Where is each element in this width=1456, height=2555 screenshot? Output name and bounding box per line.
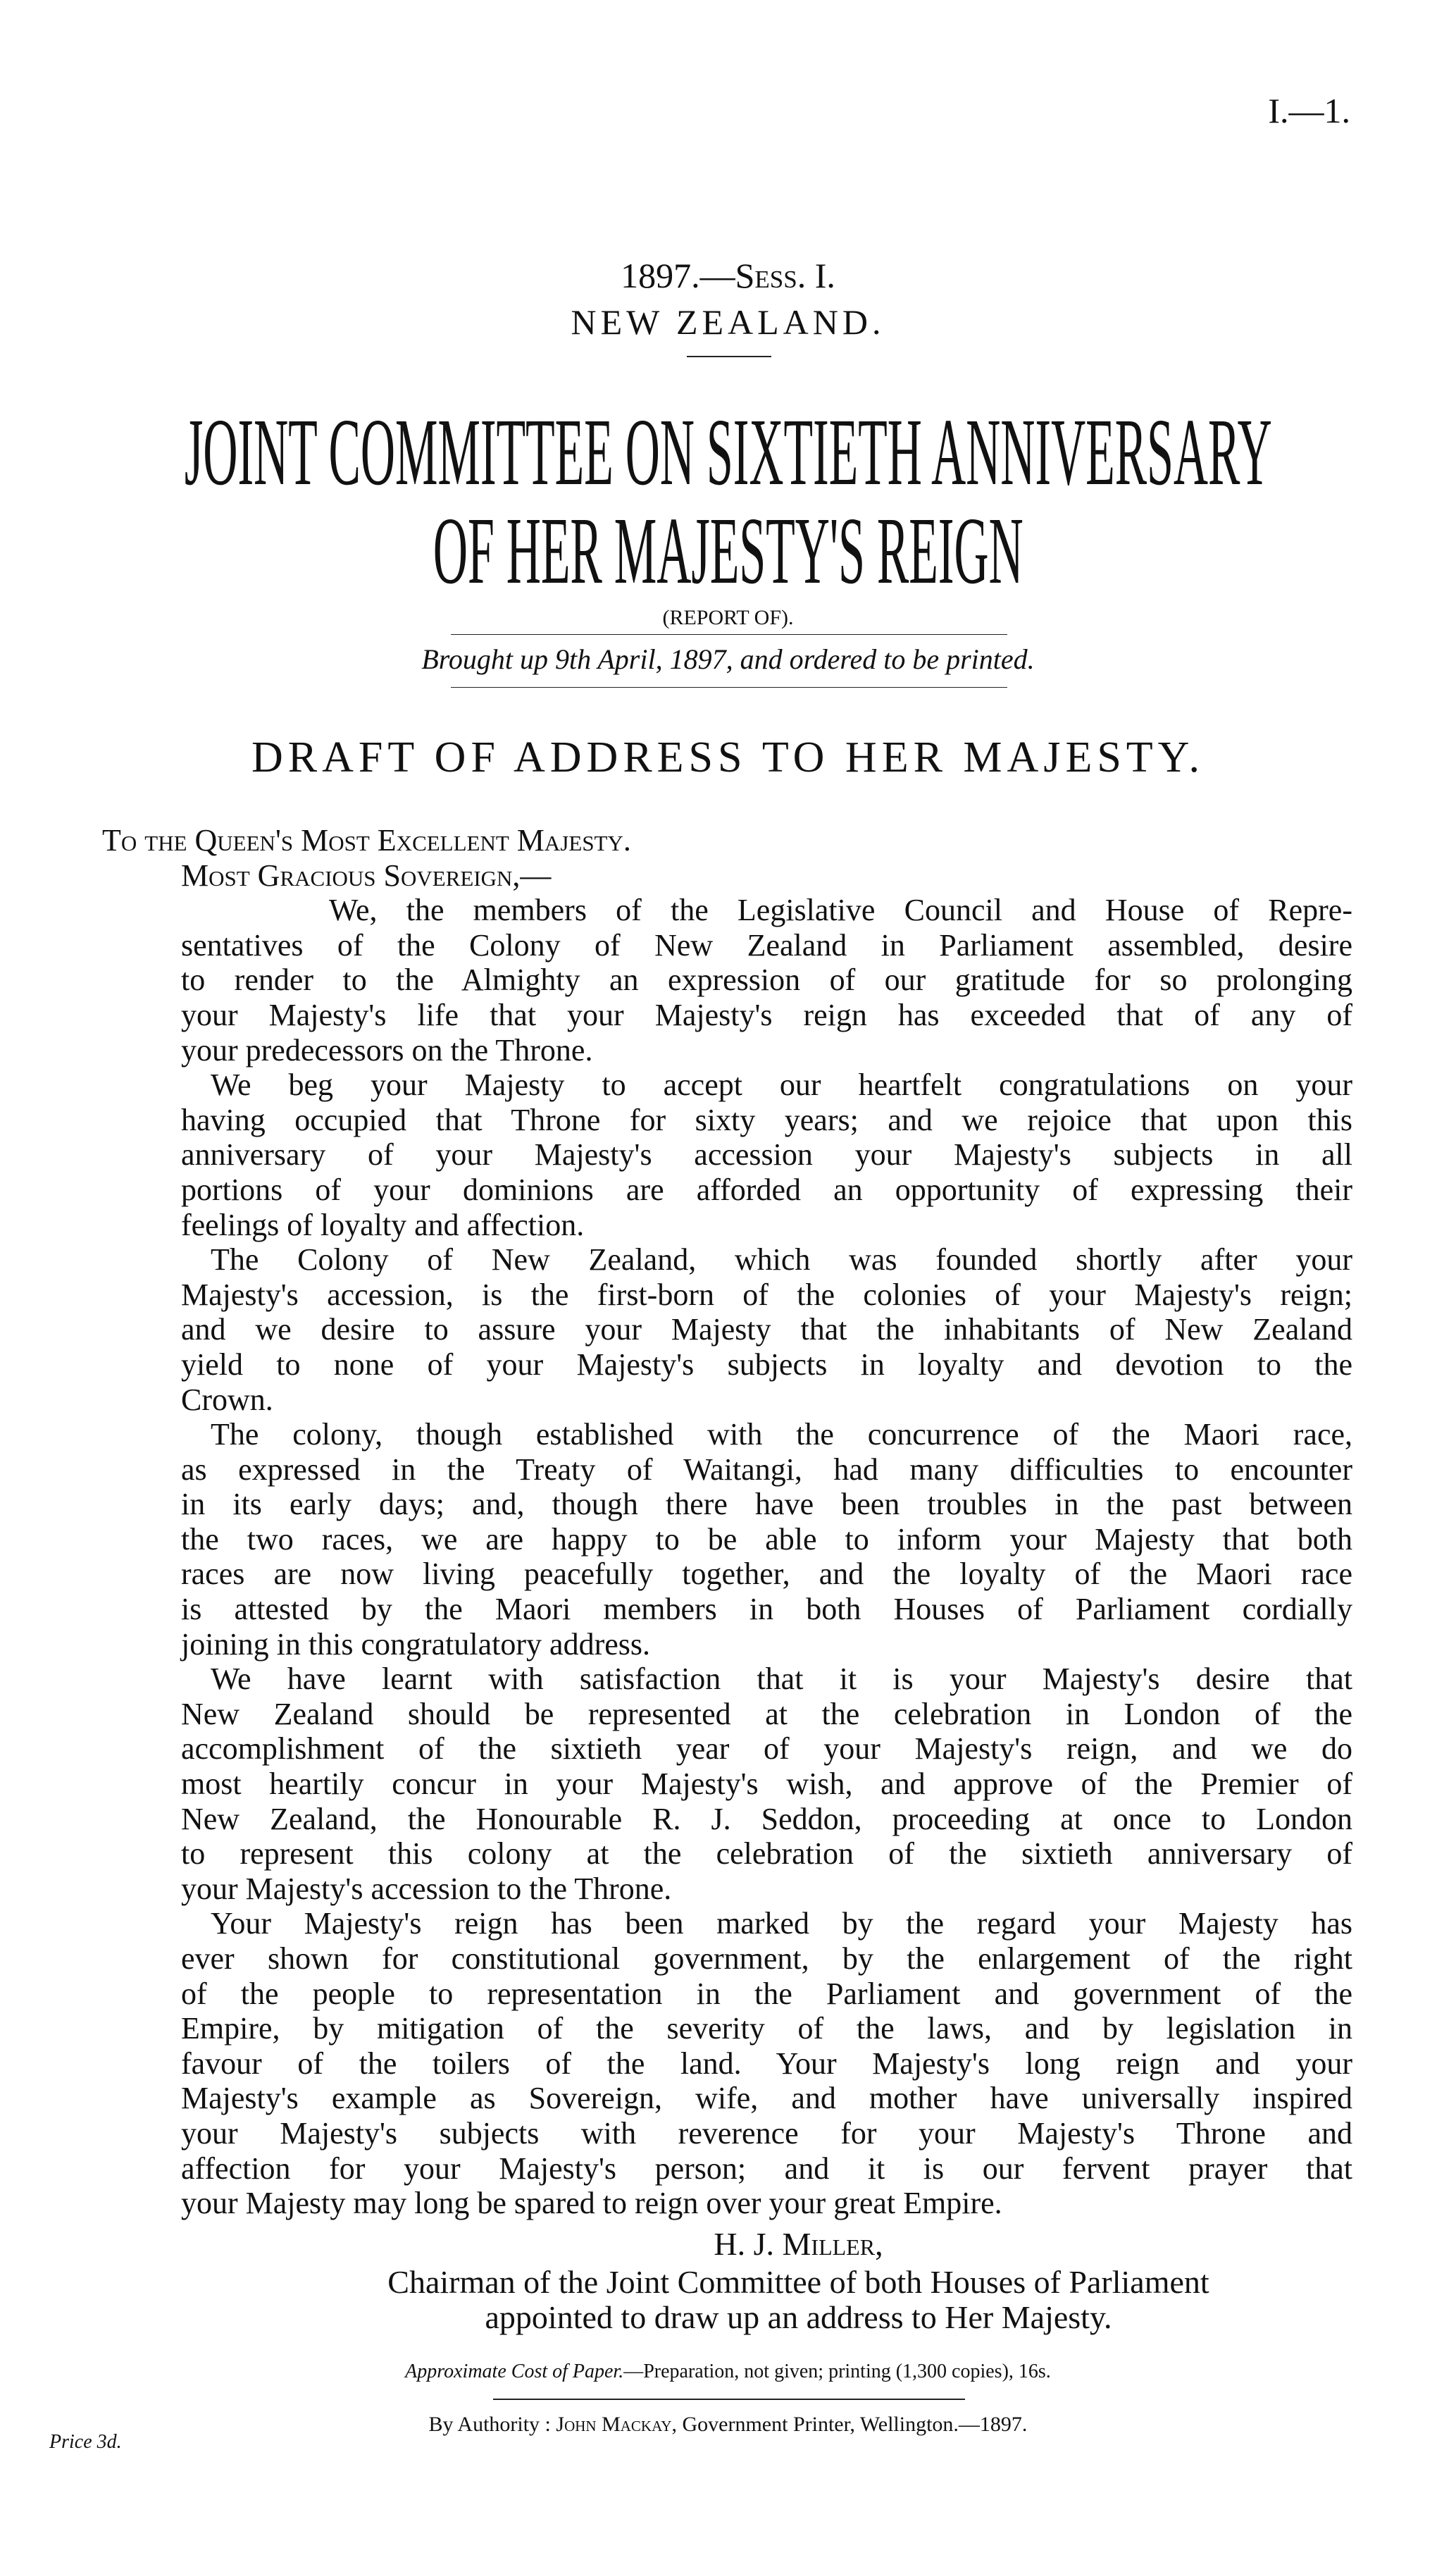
paragraph-line: Majesty's accession, is the first-born of the colonies of your Majesty's reign; xyxy=(181,1277,1352,1312)
paragraph-line: yield to none of your Majesty's subjects in loyalty and devotion to the xyxy=(181,1347,1352,1382)
price: Price 3d. xyxy=(49,2431,122,2453)
paragraph-line: your predecessors on the Throne. xyxy=(181,1032,593,1068)
country-name: NEW ZEALAND. xyxy=(571,302,885,342)
cost-text: —Preparation, not given; printing (1,300 copies), 16s. xyxy=(623,2361,1051,2382)
signatory-role-1: Chairman of the Joint Committee of both Houses of Parliament xyxy=(387,2264,1209,2300)
paragraph-line: most heartily concur in your Majesty's wish, and approve of the Premier of xyxy=(181,1767,1352,1802)
paragraph-line: races are now living peacefully together, and the loyalty of the Maori race xyxy=(181,1557,1352,1592)
paragraph-line: the two races, we are happy to be able to inform your Majesty that both xyxy=(181,1521,1352,1557)
paragraph-line: in its early days; and, though there have been troubles in the past between xyxy=(181,1487,1352,1522)
paragraph-line: to render to the Almighty an expression of our gratitude for so prolonging xyxy=(181,963,1352,998)
paragraph-line: having occupied that Throne for sixty years; and we rejoice that upon this xyxy=(181,1102,1352,1137)
paragraph-line: your Majesty's accession to the Throne. xyxy=(181,1871,672,1906)
cost-note xyxy=(0,2361,1456,2383)
session-text: 1897.—Sess. I. xyxy=(621,256,835,295)
authority-suffix: , Government Printer, Wellington.—1897. xyxy=(671,2413,1028,2436)
divider xyxy=(493,2399,965,2400)
paragraph-line: your Majesty's life that your Majesty's reign has exceeded that of any of xyxy=(181,997,1352,1032)
salutation-greeting: Most Gracious Sovereign,— xyxy=(181,858,552,893)
paragraph-line: Your Majesty's reign has been marked by the regard your Majesty has xyxy=(211,1906,1352,1941)
session-line xyxy=(0,255,1456,296)
paragraph-line: feelings of loyalty and affection. xyxy=(181,1207,585,1242)
authority-prefix: By Authority : xyxy=(428,2413,556,2436)
paragraph-line: ever shown for constitutional government, by the enlargement of the right xyxy=(181,1941,1352,1976)
paragraph-line: and we desire to assure your Majesty that the inhabitants of New Zealand xyxy=(181,1312,1352,1347)
signatory-name: H. J. Miller, xyxy=(714,2226,883,2262)
brought-up-note: Brought up 9th April, 1897, and ordered to be printed. xyxy=(421,643,1035,675)
paragraph-line: your Majesty may long be spared to reign over your great Empire. xyxy=(181,2186,1002,2221)
paragraph-line: Crown. xyxy=(181,1382,273,1417)
paragraph-line: your Majesty's subjects with reverence for your Majesty's Throne and xyxy=(181,2115,1352,2151)
paragraph-line: sentatives of the Colony of New Zealand in Parliament assembled, desire xyxy=(181,927,1352,963)
paragraph-line: Empire, by mitigation of the severity of the laws, and by legislation in xyxy=(181,2011,1352,2046)
salutation-to: To the Queen's Most Excellent Majesty. xyxy=(102,823,631,858)
paragraph-line: We beg your Majesty to accept our heartfelt congratulations on your xyxy=(211,1068,1352,1103)
divider xyxy=(451,687,1007,688)
title-line-1 xyxy=(0,400,1456,505)
paragraph-line: to represent this colony at the celebration of the sixtieth anniversary of xyxy=(181,1836,1352,1872)
report-subtitle: (REPORT OF). xyxy=(662,606,794,629)
paper-number: I.—1. xyxy=(1268,91,1350,130)
paragraph-line: of the people to representation in the Parliament and government of the xyxy=(181,1976,1352,2011)
paragraph-line: joining in this congratulatory address. xyxy=(181,1626,650,1662)
cost-label: Approximate Cost of Paper. xyxy=(405,2361,624,2382)
paragraph-line: The colony, though established with the concurrence of the Maori race, xyxy=(211,1417,1352,1452)
paragraph-line: portions of your dominions are afforded an opportunity of expressing their xyxy=(181,1172,1352,1207)
title-line-1-text: JOINT COMMITTEE ON SIXTIETH ANNIVERSARY xyxy=(184,400,1272,505)
address-body xyxy=(102,823,1352,2221)
paragraph-line: We, the members of the Legislative Council and House of Repre- xyxy=(329,893,1352,928)
divider xyxy=(687,356,771,357)
paragraph-line: The Colony of New Zealand, which was founded shortly after your xyxy=(211,1242,1352,1278)
title-line-2 xyxy=(0,498,1456,604)
signatory-role-2: appointed to draw up an address to Her Majesty. xyxy=(485,2299,1112,2335)
paragraph-line: Majesty's example as Sovereign, wife, and mother have universally inspired xyxy=(181,2081,1352,2116)
paragraphs xyxy=(181,893,1352,2221)
paragraph-line: is attested by the Maori members in both Houses of Parliament cordially xyxy=(181,1592,1352,1627)
paragraph-line: as expressed in the Treaty of Waitangi, had many difficulties to encounter xyxy=(181,1452,1352,1487)
paragraph-line: favour of the toilers of the land. Your Majesty's long reign and your xyxy=(181,2046,1352,2081)
draft-heading: DRAFT OF ADDRESS TO HER MAJESTY. xyxy=(251,734,1205,781)
paragraph-line: New Zealand, the Honourable R. J. Seddon, proceeding at once to London xyxy=(181,1801,1352,1836)
paragraph-line: accomplishment of the sixtieth year of your Majesty's reign, and we do xyxy=(181,1731,1352,1767)
printer-line xyxy=(0,2413,1456,2437)
paragraph-line: anniversary of your Majesty's accession your Majesty's subjects in all xyxy=(181,1137,1352,1173)
paragraph-line: affection for your Majesty's person; and it is our fervent prayer that xyxy=(181,2151,1352,2186)
divider xyxy=(451,634,1007,635)
title-line-2-text: OF HER MAJESTY'S REIGN xyxy=(433,498,1023,604)
paragraph-line: We have learnt with satisfaction that it is your Majesty's desire that xyxy=(211,1662,1352,1697)
paragraph-line: New Zealand should be represented at the celebration in London of the xyxy=(181,1696,1352,1731)
printer-name: John Mackay xyxy=(556,2413,672,2436)
